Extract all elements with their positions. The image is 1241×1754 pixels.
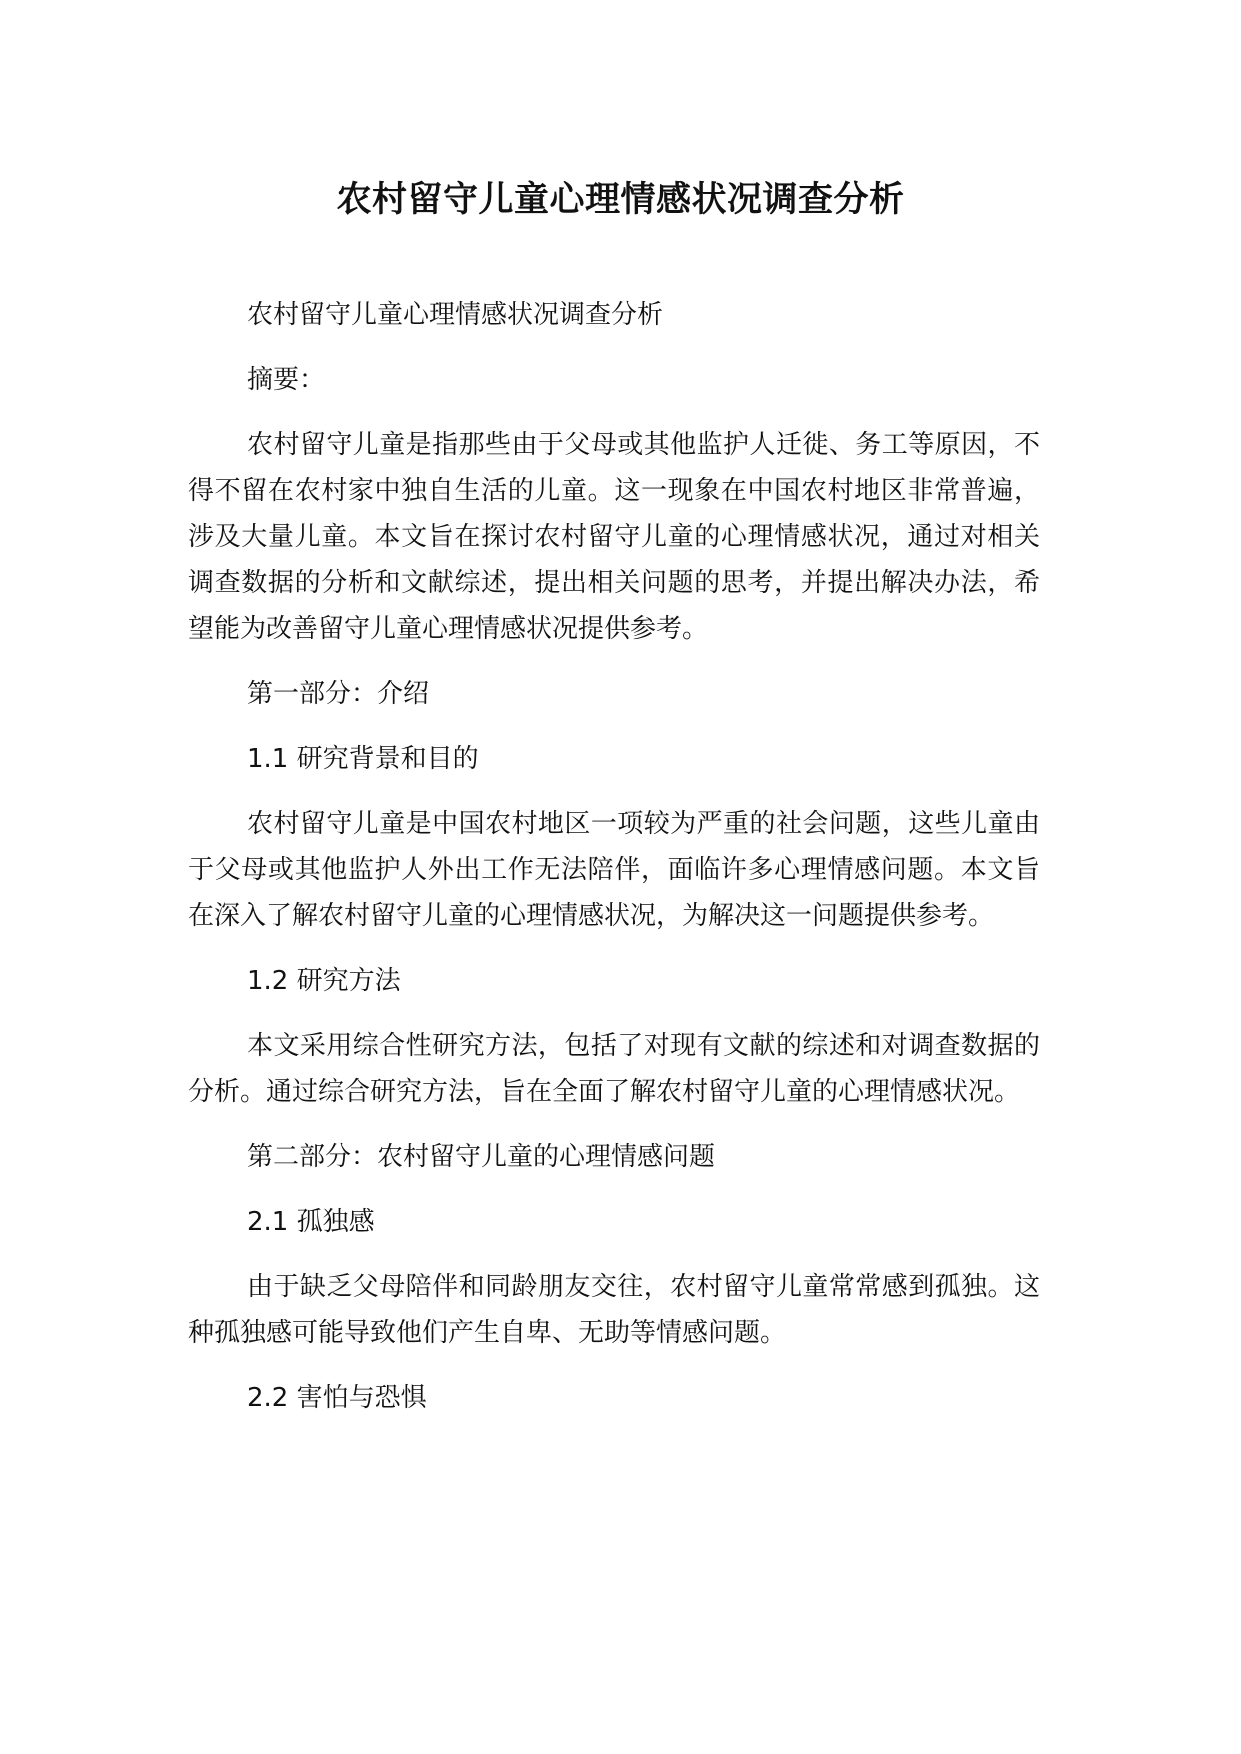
- subsection-heading-1-1: 1.1 研究背景和目的: [247, 744, 479, 774]
- paragraph-loneliness: 由于缺乏父母陪伴和同龄朋友交往，农村留守儿童常常感到孤独。这种孤独感可能导致他们产生自卑、无助等情感问题。: [188, 1272, 1040, 1348]
- section-heading-part-2: 第二部分：农村留守儿童的心理情感问题: [247, 1142, 716, 1172]
- subsection-heading-2-1: 2.1 孤独感: [247, 1207, 375, 1237]
- paragraph-background: 农村留守儿童是中国农村地区一项较为严重的社会问题，这些儿童由于父母或其他监护人外出工作无法陪伴，面临许多心理情感问题。本文旨在深入了解农村留守儿童的心理情感状况，为解决这一问题提供参考。: [188, 809, 1040, 931]
- paragraph-subtitle: 农村留守儿童心理情感状况调查分析: [247, 300, 664, 330]
- section-heading-part-1: 第一部分：介绍: [247, 679, 430, 709]
- paragraph-methods: 本文采用综合性研究方法，包括了对现有文献的综述和对调查数据的分析。通过综合研究方法，旨在全面了解农村留守儿童的心理情感状况。: [188, 1031, 1040, 1107]
- document-title: 农村留守儿童心理情感状况调查分析: [336, 180, 905, 220]
- paragraph-abstract-heading: 摘要：: [247, 365, 326, 395]
- subsection-heading-2-2: 2.2 害怕与恐惧: [247, 1383, 427, 1413]
- subsection-heading-1-2: 1.2 研究方法: [247, 966, 401, 996]
- paragraph-abstract: 农村留守儿童是指那些由于父母或其他监护人迁徙、务工等原因，不得不留在农村家中独自生活的儿童。这一现象在中国农村地区非常普遍，涉及大量儿童。本文旨在探讨农村留守儿童的心理情感状况，通过对相关调查数据的分析和文献综述，提出相关问题的思考，并提出解决办法，希望能为改善留守儿童心理情感状况提供参考。: [188, 430, 1040, 644]
- document-body: [188, 292, 1040, 1440]
